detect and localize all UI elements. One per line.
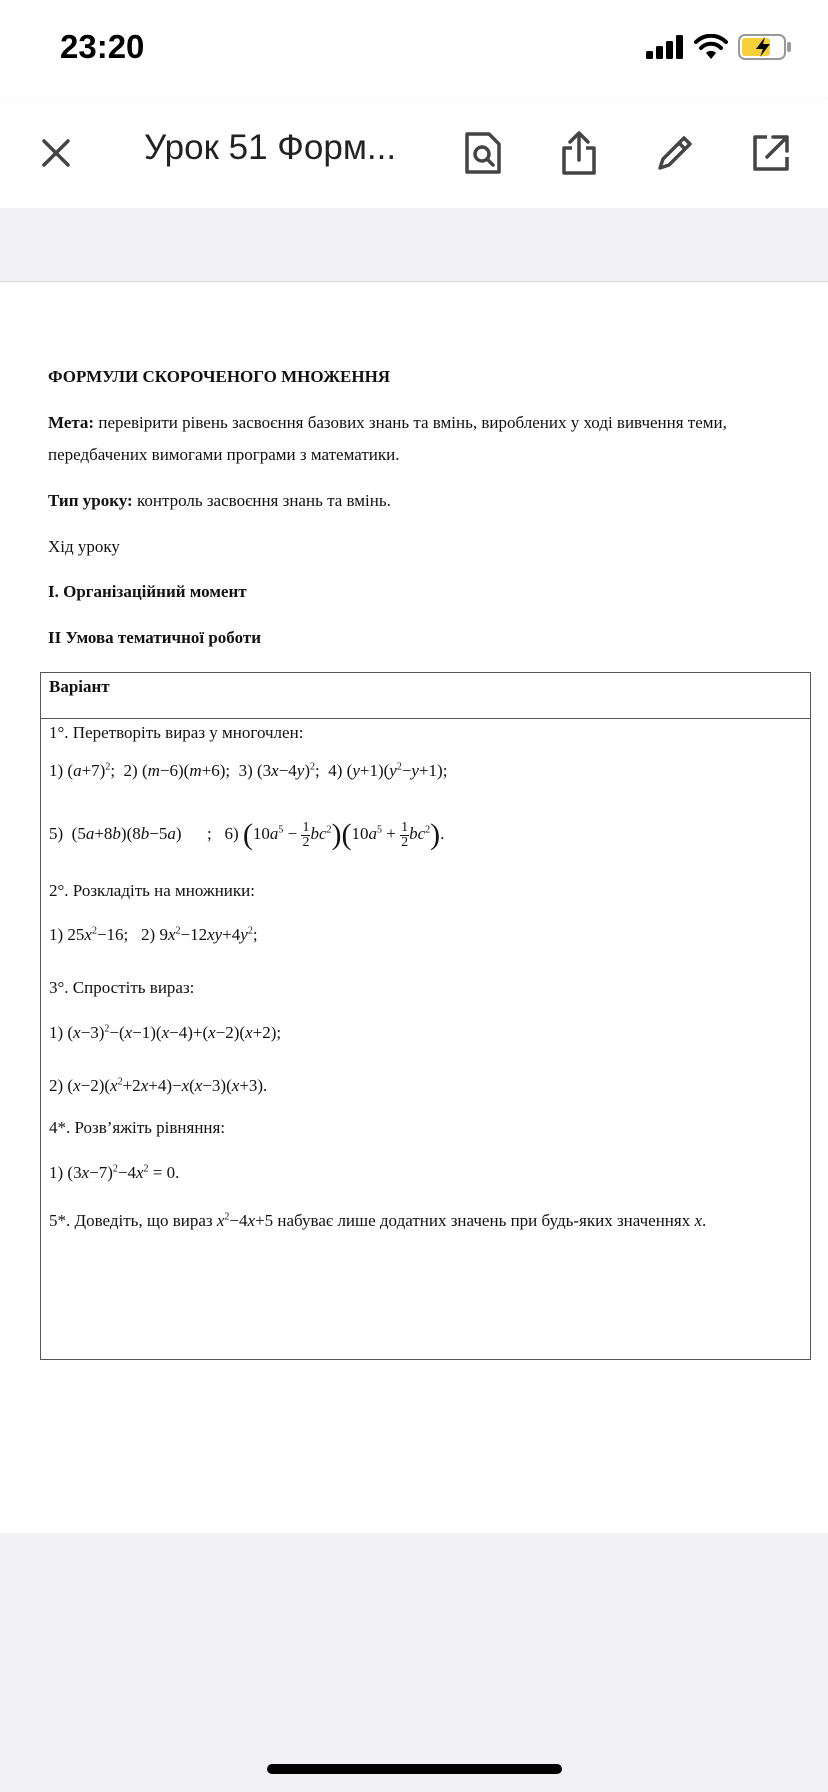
share-button[interactable]	[552, 126, 606, 180]
status-time: 23:20	[60, 28, 145, 65]
goal-label: Мета:	[48, 413, 95, 432]
open-external-icon	[751, 133, 791, 173]
task-1-expressions-b: 5) (5a+8b)(8b−5a) ; 6) ($10a^5$ − $\frac{1}{2}bc^2)(10a^5$ + $\frac{1}{2}bc^2$).	[49, 818, 445, 851]
task-3-title: 3°. Спростіть вираз:	[49, 978, 195, 997]
variant-table	[40, 672, 811, 1360]
edit-button[interactable]	[648, 126, 702, 180]
task-5	[49, 1211, 706, 1231]
task-5-text-middle: набуває лише додатних значень при будь-яких значеннях	[273, 1211, 695, 1230]
task-5-variable: x	[694, 1211, 703, 1230]
task-1-title: 1°. Перетворіть вираз у многочлен:	[49, 723, 304, 742]
document-toolbar	[0, 100, 828, 208]
goal-text-line-1: перевірити рівень засвоєння базових знань та вмінь, вироблених у ході вивчення теми,	[94, 413, 727, 432]
task-5-text-end: .	[702, 1211, 707, 1230]
document-heading: ФОРМУЛИ СКОРОЧЕНОГО МНОЖЕННЯ	[48, 367, 391, 386]
task-3-expression-1: 1) $(x-3)^2-(x-1)(x-4)+(x-2)(x+2)$;	[49, 1023, 282, 1042]
task-3-expression-2: 2) $(x-2)(x^2+2x+4)-x(x-3)(x+3)$.	[49, 1076, 268, 1095]
lesson-progress: Хід уроку	[48, 537, 120, 556]
task-5-expression: $x^2-4x+5$	[216, 1211, 274, 1230]
document-title: Урок 51 Форм...	[144, 128, 397, 167]
lesson-type-label: Тип уроку:	[48, 491, 133, 510]
task-4-equation: 1) $(3x-7)^2-4x^2 = 0$.	[49, 1163, 180, 1182]
share-icon	[560, 130, 598, 176]
section-organizational: І. Організаційний момент	[48, 582, 247, 601]
task-2-expressions: 1) $25x^2-16$; 2) $9x^2-12xy+4y^2$;	[49, 925, 258, 944]
goal-text-line-2: передбачених вимогами програми з математики.	[48, 445, 400, 464]
status-bar	[0, 0, 828, 100]
home-indicator[interactable]	[267, 1764, 562, 1774]
task-2-title: 2°. Розкладіть на множники:	[49, 881, 255, 900]
lesson-type-paragraph	[48, 491, 391, 511]
document-page[interactable]	[0, 281, 828, 1533]
cellular-signal-icon	[646, 35, 684, 59]
close-button[interactable]	[36, 128, 76, 178]
wifi-icon	[694, 34, 728, 60]
section-task-conditions: ІІ Умова тематичної роботи	[48, 628, 261, 647]
task-4-title: 4*. Розв’яжіть рівняння:	[49, 1118, 226, 1137]
document-search-icon	[464, 131, 502, 175]
search-in-document-button[interactable]	[456, 126, 510, 180]
task-5-text-start: 5*. Доведіть, що вираз	[49, 1211, 217, 1230]
pencil-icon	[655, 133, 695, 173]
close-icon	[41, 138, 71, 168]
open-external-button[interactable]	[744, 126, 798, 180]
task-1-expressions-a: 1) $(a+7)^2$; 2) (m−6)(m+6); 3) $(3x-4y)^2$; 4) $(y+1)(y^2-y+1)$;	[49, 761, 448, 780]
battery-charging-icon	[738, 34, 792, 60]
table-header	[41, 673, 810, 719]
lesson-type-text: контроль засвоєння знань та вмінь.	[132, 491, 391, 510]
status-icons	[646, 34, 792, 60]
goal-paragraph	[48, 413, 727, 433]
viewer-background	[0, 208, 828, 280]
table-header-label: Варіант	[49, 677, 110, 696]
